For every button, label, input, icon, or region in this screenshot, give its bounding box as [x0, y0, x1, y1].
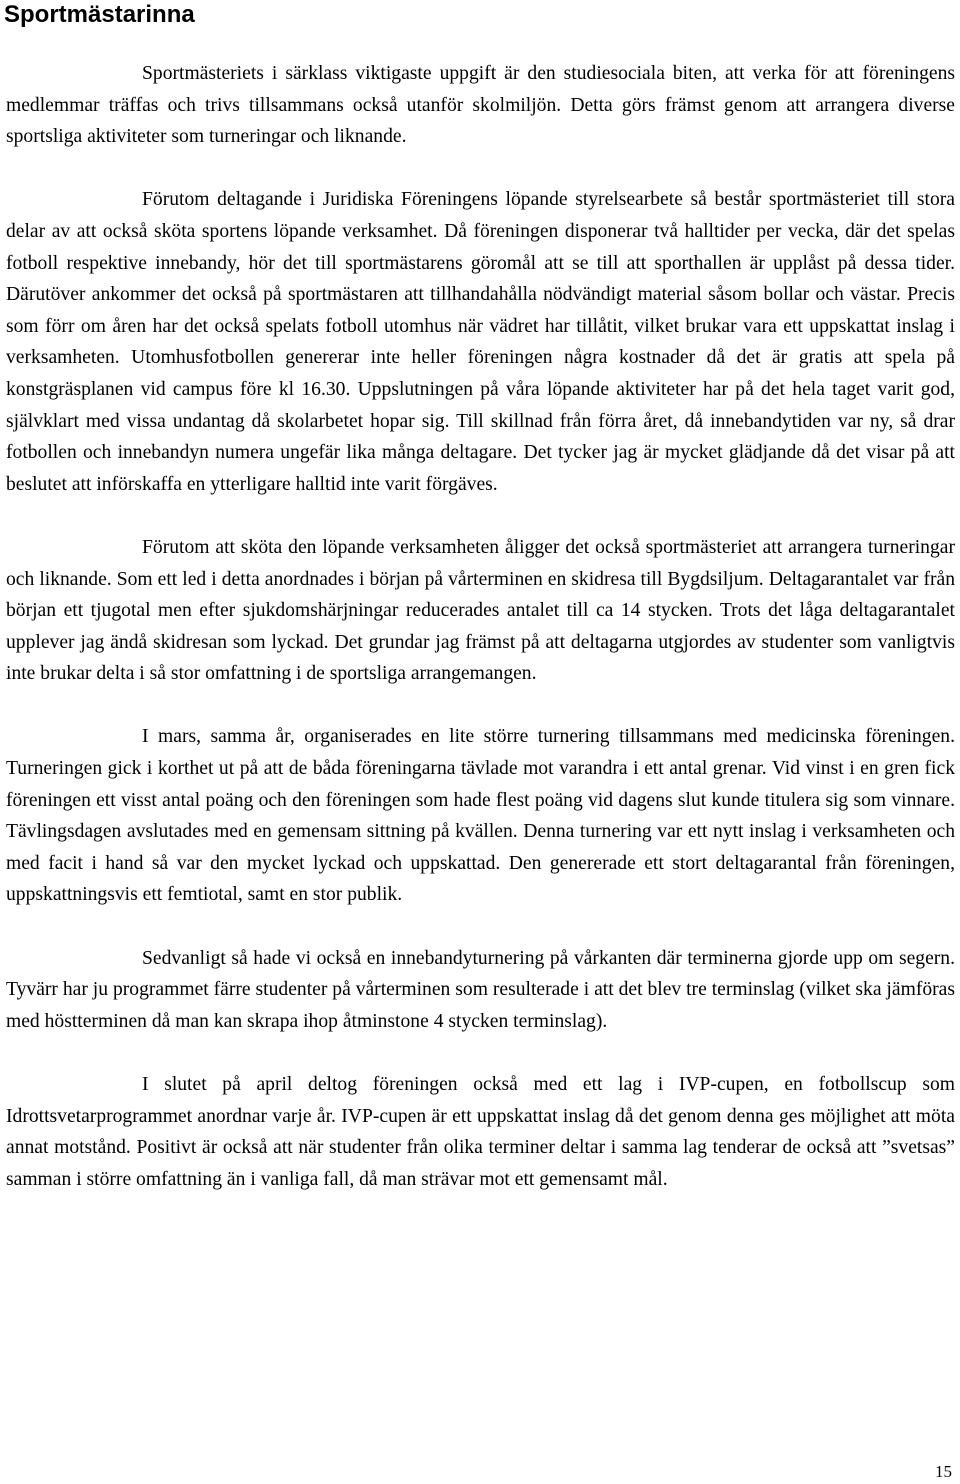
paragraph-floorball-tournament: Sedvanligt så hade vi också en innebandyturnering på vårkanten där terminerna gjorde upp om segern. Tyvärr har ju programmet färre studenter på vårterminen som resulterade i att det blev tre terminslag (vilket ska jämföras med höstterminen då man kan skrapa ihop åtminstone 4 stycken terminslag). [6, 947, 955, 1032]
page-number: 15 [935, 1462, 952, 1481]
page-title: Sportmästarinna [4, 1, 195, 28]
paragraph-intro: Sportmästeriets i särklass viktigaste uppgift är den studiesociala biten, att verka för att föreningens medlemmar träffas och trivs tillsammans också utanför skolmiljön. Detta görs främst genom att arrangera diverse sportsliga aktiviteter som turneringar och liknande. [6, 63, 955, 148]
paragraph-ski-trip: Förutom att sköta den löpande verksamheten åligger det också sportmästeriet att arrangera turneringar och liknande. Som ett led i detta anordnades i början på vårterminen en skidresa till Bygdsiljum. Deltagarantalet var från början ett tjugotal men efter sjukdomshärjningar reducerades antalet till ca 14 stycken. Trots det låga deltagarantalet upplever jag ändå skidresan som lyckad. Det grundar jag främst på att deltagarna utgjordes av studenter som vanligtvis inte brukar delta i så stor omfattning i de sportsliga arrangemangen. [6, 536, 955, 685]
paragraph-ongoing-activities: Förutom deltagande i Juridiska Föreningens löpande styrelsearbete så består sportmästeriet till stora delar av att också sköta sportens löpande verksamhet. Då föreningen disponerar två halltider per vecka, där det spelas fotboll respektive innebandy, hör det till sportmästarens göromål att se till att sporthallen är upplåst på dessa tider. Därutöver ankommer det också på sportmästaren att tillhandahålla nödvändigt material såsom bollar och västar. Precis som förr om åren har det också spelats fotboll utomhus när vädret har tillåtit, vilket brukar vara ett uppskattat inslag i verksamheten. Utomhusfotbollen genererar inte heller föreningen några kostnader då det är gratis att spela på konstgräsplanen vid campus före kl 16.30. Uppslutningen på våra löpande aktiviteter har på det hela taget varit god, självklart med vissa undantag då skolarbetet hopar sig. Till skillnad från förra året, då innebandytiden var ny, så drar fotbollen och innebandyn numera ungefär lika många deltagare. Det tycker jag är mycket glädjande då det visar på att beslutet att införskaffa en ytterligare halltid inte varit förgäves. [6, 189, 955, 495]
document-body [6, 58, 955, 1195]
paragraph-medical-tournament: I mars, samma år, organiserades en lite större turnering tillsammans med medicinska föreningen. Turneringen gick i korthet ut på att de båda föreningarna tävlade mot varandra i ett antal grenar. Vid vinst i en gren fick föreningen ett visst antal poäng och den föreningen som hade flest poäng vid dagens slut kunde titulera sig som vinnare. Tävlingsdagen avslutades med en gemensam sittning på kvällen. Denna turnering var ett nytt inslag i verksamheten och med facit i hand så var den mycket lyckad och uppskattad. Den genererade ett stort deltagarantal från föreningen, uppskattningsvis ett femtiotal, samt en stor publik. [6, 726, 955, 906]
paragraph-ivp-cup: I slutet på april deltog föreningen också med ett lag i IVP-cupen, en fotbollscup som Idrottsvetarprogrammet anordnar varje år. IVP-cupen är ett uppskattat inslag då det genom denna ges möjlighet att möta annat motstånd. Positivt är också att när studenter från olika terminer deltar i samma lag tenderar de också att ”svetsas” samman i större omfattning än i vanliga fall, då man strävar mot ett gemensamt mål. [6, 1074, 955, 1190]
